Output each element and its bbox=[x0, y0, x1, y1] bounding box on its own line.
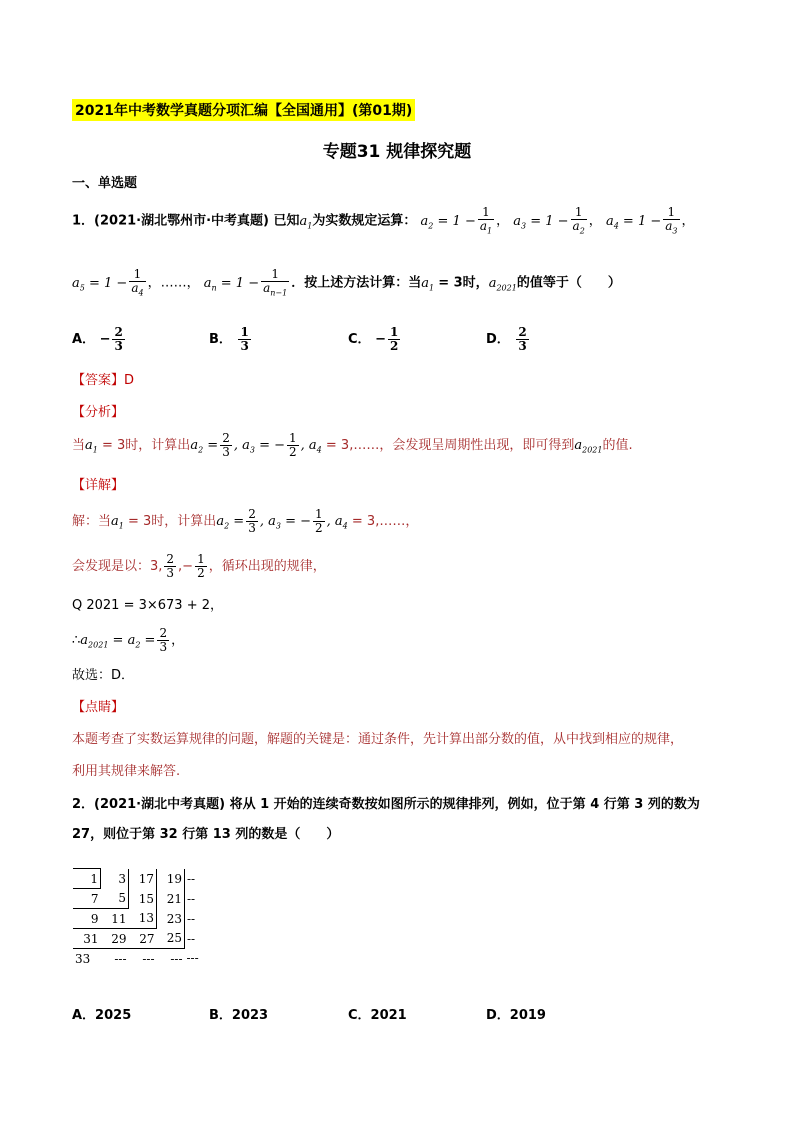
source-banner: 2021年中考数学真题分项汇编【全国通用】(第01期) bbox=[72, 99, 415, 121]
grid-cell: 33 bbox=[75, 951, 91, 966]
odd-number-grid bbox=[73, 868, 212, 968]
q2-line1: 2．(2021·湖北中考真题) 将从 1 开始的连续奇数按如图所示的规律排列，例如，位于第 4 行第 3 列的数为 bbox=[72, 797, 700, 812]
grid-cell: 11 bbox=[101, 909, 129, 929]
grid-cell: 9 bbox=[73, 909, 101, 929]
q1-detail-line2: 会发现是以：3, $\frac{2}{3}$ ,− $\frac{1}{2}$ ，循环出现的规律， bbox=[72, 552, 326, 581]
q1-detail-line4: $\therefore a_{2021} = a_2$ = $\frac{2}{3}$ ， bbox=[72, 626, 185, 655]
q1-mid: 为实数规定运算： bbox=[312, 213, 417, 229]
q1-point-label: 【点睛】 bbox=[72, 700, 125, 715]
q1-option-d: D． $\frac{2}{3}$ bbox=[486, 325, 527, 354]
q1-point-line1: 本题考查了实数运算规律的问题，解题的关键是：通过条件，先计算出部分数的值，从中找到相应的规律， bbox=[72, 732, 684, 747]
q1-detail-label: 【详解】 bbox=[72, 478, 125, 493]
grid-cell: 29 bbox=[101, 929, 129, 949]
q1-tail: 的值等于（ ） bbox=[516, 275, 621, 291]
q1-analysis: 当$a_1 = 3$时，计算出$a_2$ = $\frac{2}{3}$ , $a_3$ = − $\frac{1}{2}$ , $a_4$ = 3,……，会发现呈周期性出现，即可得到$a_{2021}$的值. bbox=[72, 431, 633, 460]
grid-cell: --- bbox=[114, 951, 127, 966]
grid-cell: 3 bbox=[101, 869, 129, 889]
grid-row bbox=[73, 949, 212, 969]
q1-line1: 1．(2021·湖北鄂州市·中考真题) 已知$a_1$为实数规定运算： $a_2 = 1$ − $\frac{1}{a_1}$ ， $a_3 = 1$ − $\frac{1}{a_2}$ ， $a_4 = 1$ − $\frac{1}{a_3}$ ， bbox=[72, 205, 695, 236]
grid-cell: --- bbox=[170, 951, 183, 966]
grid-cell: -- bbox=[187, 871, 196, 886]
grid-cell: 25 bbox=[157, 929, 185, 949]
grid-cell: -- bbox=[187, 891, 196, 906]
q1-prefix: 1．(2021·湖北鄂州市·中考真题) 已知 bbox=[72, 213, 300, 229]
q1-dots: …… bbox=[160, 275, 187, 291]
grid-row bbox=[73, 889, 212, 909]
grid-cell: 19 bbox=[157, 869, 185, 889]
q1-eq3: = 3时， bbox=[438, 275, 489, 291]
grid-cell: -- bbox=[187, 911, 196, 926]
grid-cell: --- bbox=[142, 951, 155, 966]
q1-detail-line3: Q 2021 = 3×673 + 2， bbox=[72, 598, 224, 613]
q1-analysis-label: 【分析】 bbox=[72, 405, 125, 420]
q2-option-d: D．2019 bbox=[486, 1008, 546, 1023]
grid-cell: 5 bbox=[101, 889, 129, 909]
q1-option-a: A． − $\frac{2}{3}$ bbox=[72, 325, 123, 354]
grid-cell: 7 bbox=[73, 889, 101, 909]
grid-cell: 15 bbox=[129, 889, 157, 909]
q1-answer: 【答案】D bbox=[72, 373, 135, 388]
q1-detail-line1: 解：当$a_1 = 3$时，计算出$a_2$ = $\frac{2}{3}$ , $a_3$ = − $\frac{1}{2}$ , $a_4$ = 3,……， bbox=[72, 507, 419, 536]
q2-option-a: A．2025 bbox=[72, 1008, 132, 1023]
q1-option-c: C． − $\frac{1}{2}$ bbox=[348, 325, 399, 354]
grid-cell: 31 bbox=[73, 929, 101, 949]
q2-option-c: C．2021 bbox=[348, 1008, 407, 1023]
q1-line2-end: ．按上述方法计算：当 bbox=[291, 275, 422, 291]
q2-line2: 27，则位于第 32 行第 13 列的数是（ ） bbox=[72, 827, 340, 842]
page-title: 专题31 规律探究题 bbox=[322, 142, 472, 162]
grid-cell: 21 bbox=[157, 889, 185, 909]
q1-point-line2: 利用其规律来解答. bbox=[72, 764, 181, 779]
grid-row bbox=[73, 869, 212, 889]
grid-cell: --- bbox=[186, 951, 199, 966]
section-heading: 一、单选题 bbox=[72, 176, 138, 191]
grid-cell: 13 bbox=[129, 909, 157, 929]
grid-cell: -- bbox=[187, 931, 196, 946]
q1-line2: $a_5 = 1$ − $\frac{1}{a_4}$ ，……， $a_n = 1$ − $\frac{1}{a_{n-1}}$ ．按上述方法计算：当$a_1 = 3$时，$a_{2021}$的值等于（ ） bbox=[72, 267, 621, 298]
grid-cell: 17 bbox=[129, 869, 157, 889]
grid-cell: 23 bbox=[157, 909, 185, 929]
grid-cell: 1 bbox=[73, 869, 101, 889]
grid-cell: 27 bbox=[129, 929, 157, 949]
grid-row bbox=[73, 929, 212, 949]
q1-detail-line5: 故选：D． bbox=[72, 668, 135, 683]
q2-option-b: B．2023 bbox=[209, 1008, 269, 1023]
grid-row bbox=[73, 909, 212, 929]
q1-option-b: B． $\frac{1}{3}$ bbox=[209, 325, 249, 354]
